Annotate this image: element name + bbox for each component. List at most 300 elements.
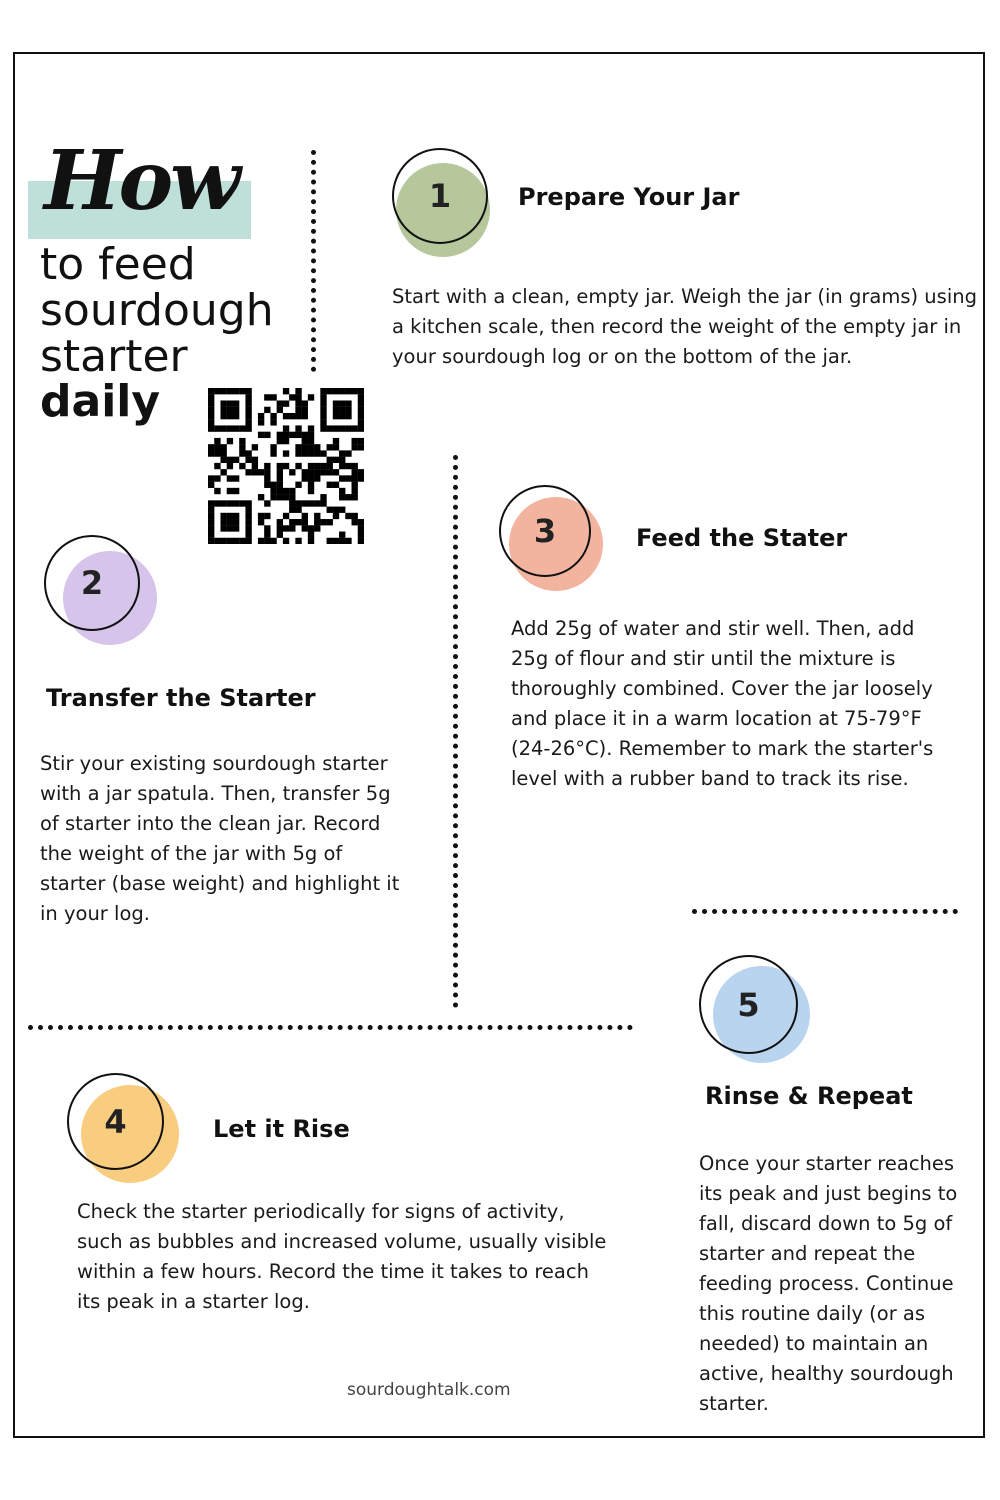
qr-module xyxy=(277,488,283,494)
qr-module xyxy=(245,538,251,544)
qr-module xyxy=(339,507,345,513)
qr-module xyxy=(220,400,226,406)
qr-module xyxy=(289,413,295,419)
qr-module xyxy=(239,438,245,444)
step-1-line: a kitchen scale, then record the weight of the empty jar in xyxy=(392,315,962,338)
qr-module xyxy=(295,450,301,456)
qr-module xyxy=(320,400,326,406)
qr-module xyxy=(245,400,251,406)
qr-module xyxy=(233,513,239,519)
qr-module xyxy=(339,407,345,413)
qr-module xyxy=(208,419,214,425)
step-4-line: Check the starter periodically for signs of activity, xyxy=(77,1200,565,1223)
qr-module xyxy=(358,425,364,431)
qr-module xyxy=(295,413,301,419)
qr-module xyxy=(270,488,276,494)
qr-module xyxy=(227,488,233,494)
qr-module xyxy=(264,482,270,488)
qr-module xyxy=(214,450,220,456)
qr-module xyxy=(327,457,333,463)
qr-module xyxy=(339,400,345,406)
qr-module xyxy=(283,432,289,438)
qr-module xyxy=(358,475,364,481)
qr-module xyxy=(208,450,214,456)
qr-module xyxy=(239,500,245,506)
qr-module xyxy=(333,444,339,450)
qr-module xyxy=(258,419,264,425)
qr-module xyxy=(327,469,333,475)
qr-module xyxy=(245,394,251,400)
step-4-badge xyxy=(67,1073,177,1183)
qr-module xyxy=(308,488,314,494)
step-3-line: Add 25g of water and stir well. Then, add xyxy=(511,617,915,640)
qr-module xyxy=(358,438,364,444)
qr-module xyxy=(320,425,326,431)
qr-module xyxy=(333,469,339,475)
qr-module xyxy=(358,400,364,406)
qr-module xyxy=(277,482,283,488)
step-2-badge xyxy=(44,535,154,645)
qr-module xyxy=(302,513,308,519)
qr-module xyxy=(270,450,276,456)
qr-module xyxy=(214,475,220,481)
qr-module xyxy=(245,519,251,525)
qr-module xyxy=(308,538,314,544)
qr-module xyxy=(233,407,239,413)
qr-module xyxy=(308,432,314,438)
qr-module xyxy=(314,444,320,450)
step-4-line: within a few hours. Record the time it takes to reach xyxy=(77,1260,589,1283)
qr-module xyxy=(270,538,276,544)
qr-module xyxy=(333,513,339,519)
qr-module xyxy=(258,538,264,544)
qr-module xyxy=(358,469,364,475)
qr-module xyxy=(245,419,251,425)
qr-module xyxy=(233,519,239,525)
step-5-line: this routine daily (or as xyxy=(699,1302,926,1325)
qr-module xyxy=(295,500,301,506)
qr-module xyxy=(220,388,226,394)
step-5-line: fall, discard down to 5g of xyxy=(699,1212,953,1235)
title-line-1: to feed xyxy=(40,239,196,290)
qr-module xyxy=(295,519,301,525)
qr-code-icon[interactable] xyxy=(208,388,364,544)
qr-module xyxy=(208,425,214,431)
divider-vertical-top xyxy=(311,150,316,372)
qr-module xyxy=(358,394,364,400)
qr-module xyxy=(264,532,270,538)
step-2-text xyxy=(40,749,399,929)
title-line-4: daily xyxy=(40,376,161,427)
qr-module xyxy=(283,463,289,469)
step-5-line: feeding process. Continue xyxy=(699,1272,954,1295)
qr-module xyxy=(270,482,276,488)
qr-module xyxy=(308,444,314,450)
qr-module xyxy=(295,394,301,400)
footer-website[interactable]: sourdoughtalk.com xyxy=(347,1380,511,1400)
qr-module xyxy=(308,532,314,538)
qr-module xyxy=(270,444,276,450)
qr-module xyxy=(264,513,270,519)
qr-module xyxy=(352,438,358,444)
step-2-number: 2 xyxy=(44,535,140,631)
step-2-line: the weight of the jar with 5g of xyxy=(40,842,343,865)
qr-module xyxy=(327,482,333,488)
qr-module xyxy=(252,469,258,475)
qr-module xyxy=(345,494,351,500)
qr-module xyxy=(327,538,333,544)
qr-module xyxy=(227,525,233,531)
qr-module xyxy=(314,450,320,456)
step-5-text xyxy=(699,1149,957,1419)
qr-module xyxy=(339,413,345,419)
qr-module xyxy=(227,500,233,506)
step-3-line: (24-26°C). Remember to mark the starter's xyxy=(511,737,934,760)
qr-module xyxy=(233,538,239,544)
step-4-text xyxy=(77,1197,606,1317)
qr-module xyxy=(333,538,339,544)
qr-module xyxy=(220,519,226,525)
qr-module xyxy=(214,444,220,450)
qr-module xyxy=(208,388,214,394)
qr-module xyxy=(277,532,283,538)
qr-module xyxy=(233,388,239,394)
qr-module xyxy=(289,394,295,400)
qr-module xyxy=(233,457,239,463)
qr-module xyxy=(239,388,245,394)
qr-module xyxy=(339,488,345,494)
step-4-line: such as bubbles and increased volume, usually visible xyxy=(77,1230,607,1253)
qr-module xyxy=(302,400,308,406)
qr-module xyxy=(358,538,364,544)
qr-module xyxy=(208,532,214,538)
step-5-line: its peak and just begins to xyxy=(699,1182,958,1205)
qr-module xyxy=(245,469,251,475)
qr-module xyxy=(258,469,264,475)
qr-module xyxy=(227,538,233,544)
qr-module xyxy=(214,388,220,394)
qr-module xyxy=(333,482,339,488)
qr-module xyxy=(264,475,270,481)
qr-module xyxy=(289,519,295,525)
qr-module xyxy=(339,494,345,500)
qr-module xyxy=(352,475,358,481)
qr-module xyxy=(239,538,245,544)
qr-module xyxy=(302,500,308,506)
qr-module xyxy=(252,457,258,463)
qr-module xyxy=(352,463,358,469)
qr-module xyxy=(339,538,345,544)
qr-module xyxy=(277,400,283,406)
qr-module xyxy=(333,457,339,463)
qr-module xyxy=(227,438,233,444)
qr-module xyxy=(264,407,270,413)
qr-module xyxy=(314,463,320,469)
qr-module xyxy=(327,463,333,469)
qr-module xyxy=(264,538,270,544)
qr-module xyxy=(345,538,351,544)
qr-module xyxy=(345,400,351,406)
qr-module xyxy=(308,394,314,400)
qr-module xyxy=(352,488,358,494)
qr-module xyxy=(302,475,308,481)
title-how: How xyxy=(44,133,238,229)
qr-module xyxy=(277,494,283,500)
qr-module xyxy=(283,450,289,456)
qr-module xyxy=(358,407,364,413)
qr-module xyxy=(289,469,295,475)
qr-module xyxy=(302,413,308,419)
qr-module xyxy=(227,400,233,406)
qr-module xyxy=(208,413,214,419)
qr-module xyxy=(258,432,264,438)
step-5-number: 5 xyxy=(699,955,798,1054)
step-4-number: 4 xyxy=(67,1073,164,1170)
qr-module xyxy=(320,519,326,525)
qr-module xyxy=(220,469,226,475)
qr-module xyxy=(320,394,326,400)
qr-module xyxy=(283,488,289,494)
qr-module xyxy=(264,469,270,475)
qr-module xyxy=(339,388,345,394)
qr-module xyxy=(333,413,339,419)
qr-module xyxy=(214,425,220,431)
qr-module xyxy=(302,469,308,475)
qr-module xyxy=(277,519,283,525)
qr-module xyxy=(245,513,251,519)
qr-module xyxy=(220,525,226,531)
qr-module xyxy=(208,475,214,481)
divider-horizontal-left xyxy=(28,1025,633,1030)
qr-module xyxy=(345,513,351,519)
qr-module xyxy=(302,438,308,444)
qr-module xyxy=(214,538,220,544)
qr-module xyxy=(339,532,345,538)
qr-module xyxy=(252,463,258,469)
qr-module xyxy=(295,432,301,438)
qr-module xyxy=(258,519,264,525)
qr-module xyxy=(333,438,339,444)
qr-module xyxy=(308,525,314,531)
qr-module xyxy=(339,475,345,481)
qr-module xyxy=(264,500,270,506)
qr-module xyxy=(302,444,308,450)
qr-module xyxy=(352,513,358,519)
qr-module xyxy=(314,513,320,519)
step-3-number: 3 xyxy=(499,485,591,577)
qr-module xyxy=(245,413,251,419)
qr-module xyxy=(208,407,214,413)
qr-module xyxy=(239,450,245,456)
qr-module xyxy=(308,450,314,456)
qr-module xyxy=(333,425,339,431)
qr-module xyxy=(258,413,264,419)
qr-module xyxy=(220,457,226,463)
qr-module xyxy=(264,525,270,531)
qr-module xyxy=(245,388,251,394)
qr-module xyxy=(352,444,358,450)
qr-module xyxy=(220,407,226,413)
qr-module xyxy=(358,444,364,450)
qr-module xyxy=(283,538,289,544)
qr-module xyxy=(245,425,251,431)
qr-module xyxy=(208,519,214,525)
qr-module xyxy=(233,400,239,406)
qr-module xyxy=(295,538,301,544)
qr-module xyxy=(220,450,226,456)
qr-module xyxy=(358,525,364,531)
qr-module xyxy=(295,388,301,394)
step-1-line: your sourdough log or on the bottom of the jar. xyxy=(392,345,853,368)
qr-module xyxy=(345,450,351,456)
step-5-line: starter and repeat the xyxy=(699,1242,916,1265)
qr-module xyxy=(339,457,345,463)
step-1-number: 1 xyxy=(392,148,488,244)
qr-module xyxy=(289,507,295,513)
qr-module xyxy=(314,525,320,531)
qr-module xyxy=(270,413,276,419)
qr-module xyxy=(327,425,333,431)
qr-module xyxy=(289,494,295,500)
qr-module xyxy=(320,388,326,394)
qr-module xyxy=(245,532,251,538)
qr-module xyxy=(208,394,214,400)
qr-module xyxy=(314,500,320,506)
qr-module xyxy=(352,482,358,488)
qr-module xyxy=(270,494,276,500)
qr-module xyxy=(220,413,226,419)
qr-module xyxy=(314,519,320,525)
qr-module xyxy=(302,525,308,531)
qr-module xyxy=(358,413,364,419)
title-line-2: sourdough xyxy=(40,285,274,336)
qr-module xyxy=(270,419,276,425)
qr-module xyxy=(220,444,226,450)
qr-module xyxy=(277,463,283,469)
step-1-line: Start with a clean, empty jar. Weigh the jar (in grams) using xyxy=(392,285,977,308)
qr-module xyxy=(208,538,214,544)
qr-module xyxy=(220,513,226,519)
qr-module xyxy=(208,482,214,488)
qr-module xyxy=(295,507,301,513)
qr-module xyxy=(345,413,351,419)
qr-module xyxy=(258,494,264,500)
qr-module xyxy=(333,507,339,513)
step-3-line: level with a rubber band to track its rise. xyxy=(511,767,909,790)
qr-module xyxy=(327,444,333,450)
qr-module xyxy=(295,425,301,431)
qr-module xyxy=(277,432,283,438)
qr-module xyxy=(283,438,289,444)
qr-module xyxy=(283,413,289,419)
qr-module xyxy=(239,463,245,469)
step-2-line: in your log. xyxy=(40,902,150,925)
qr-module xyxy=(283,513,289,519)
step-3-text xyxy=(511,614,933,794)
qr-module xyxy=(345,425,351,431)
qr-module xyxy=(320,407,326,413)
qr-module xyxy=(227,463,233,469)
qr-module xyxy=(283,525,289,531)
qr-module xyxy=(283,494,289,500)
qr-module xyxy=(358,532,364,538)
qr-module xyxy=(352,494,358,500)
qr-module xyxy=(339,450,345,456)
qr-module xyxy=(345,463,351,469)
qr-module xyxy=(358,519,364,525)
qr-module xyxy=(227,407,233,413)
qr-module xyxy=(233,525,239,531)
qr-module xyxy=(320,419,326,425)
qr-module xyxy=(283,400,289,406)
qr-module xyxy=(245,450,251,456)
qr-module xyxy=(208,400,214,406)
step-3-line: thoroughly combined. Cover the jar loosely xyxy=(511,677,933,700)
qr-module xyxy=(208,525,214,531)
qr-module xyxy=(258,513,264,519)
qr-module xyxy=(277,475,283,481)
qr-module xyxy=(339,425,345,431)
qr-module xyxy=(245,525,251,531)
qr-module xyxy=(264,394,270,400)
qr-module xyxy=(220,425,226,431)
qr-module xyxy=(352,388,358,394)
qr-module xyxy=(233,500,239,506)
qr-module xyxy=(314,475,320,481)
qr-module xyxy=(358,419,364,425)
qr-module xyxy=(308,475,314,481)
qr-module xyxy=(327,519,333,525)
qr-module xyxy=(239,444,245,450)
qr-module xyxy=(214,500,220,506)
qr-module xyxy=(289,525,295,531)
qr-module xyxy=(352,519,358,525)
qr-module xyxy=(295,463,301,469)
step-5-line: needed) to maintain an xyxy=(699,1332,929,1355)
step-5-line: Once your starter reaches xyxy=(699,1152,955,1175)
qr-module xyxy=(264,432,270,438)
qr-module xyxy=(214,463,220,469)
step-2-heading: Transfer the Starter xyxy=(46,684,316,712)
qr-module xyxy=(308,500,314,506)
qr-module xyxy=(320,450,326,456)
qr-module xyxy=(327,388,333,394)
divider-vertical-middle xyxy=(453,455,458,1008)
qr-module xyxy=(227,513,233,519)
qr-module xyxy=(227,388,233,394)
qr-module xyxy=(302,450,308,456)
qr-module xyxy=(208,500,214,506)
step-5-heading: Rinse & Repeat xyxy=(705,1082,913,1110)
qr-module xyxy=(333,388,339,394)
step-1-text xyxy=(392,282,977,372)
step-4-line: its peak in a starter log. xyxy=(77,1290,310,1313)
qr-module xyxy=(295,400,301,406)
step-1-heading: Prepare Your Jar xyxy=(518,183,740,211)
qr-module xyxy=(302,407,308,413)
qr-module xyxy=(227,425,233,431)
qr-module xyxy=(295,482,301,488)
qr-module xyxy=(233,413,239,419)
title-line-3: starter xyxy=(40,331,188,382)
qr-module xyxy=(245,457,251,463)
qr-module xyxy=(208,507,214,513)
qr-module xyxy=(352,469,358,475)
step-2-line: with a jar spatula. Then, transfer 5g xyxy=(40,782,391,805)
step-1-badge xyxy=(392,148,502,258)
qr-module xyxy=(252,444,258,450)
qr-module xyxy=(227,475,233,481)
